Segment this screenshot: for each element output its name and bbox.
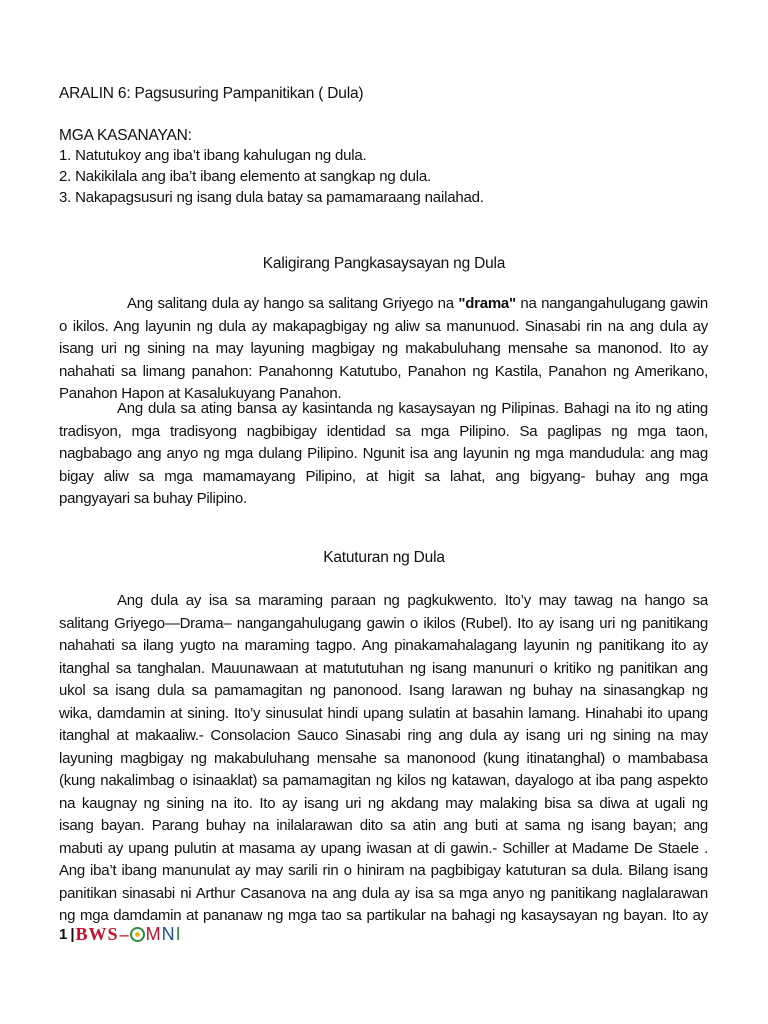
brand-dash: –	[119, 923, 129, 944]
lesson-title: ARALIN 6: Pagsusuring Pampanitikan ( Dula)	[59, 85, 364, 102]
skill-item-3: 3. Nakapagsusuri ng isang dula batay sa pamamaraang nailahad.	[59, 189, 484, 206]
paragraph-line: itanghal at makaaliw.- Consolacion Sauco Sinasabi ring ang dula ay isang uri ng sining na may	[59, 727, 708, 744]
paragraph-line: (kung nakalimbag o isinaaklat) sa pamamagitan ng kilos ng katawan, dayalogo at iba pang aspekto	[59, 772, 708, 789]
text-span: Ang salitang dula ay hango sa salitang Griyego na	[127, 295, 459, 312]
paragraph-line: isang bayan. Parang buhay na inilalarawan dito sa atin ang buti at sama ng isang bayan; ang	[59, 817, 708, 834]
skill-item-1: 1. Natutukoy ang iba’t ibang kahulugan ng dula.	[59, 147, 367, 164]
paragraph-line: na kaugnay ng sining na ito. Ito ay isang uri ng akdang may malaking bisa sa diwa at ugali ng	[59, 794, 708, 812]
paragraph-line: ukol sa isang dula sa pamamagitan ng panonood. Isang larawan ng buhay na sinasangkap ng	[59, 682, 708, 699]
paragraph-line: Ang dula ay isa sa maraming paraan ng pagkukwento. Ito’y may tawag na hango sa	[117, 592, 708, 609]
paragraph-line: mabuti ay upang pulutin at masama ay upang iwasan at di gawin.- Schiller at Madame De Staele .	[59, 839, 708, 857]
brand-letter-m: M	[145, 923, 162, 944]
page-number: 1	[59, 925, 68, 943]
bold-term-drama: "drama"	[458, 295, 516, 312]
paragraph-line: nagbabago ang anyo ng mga dulang Pilipino. Ngunit isa ang layunin ng mga mandudula: ang mag	[59, 445, 708, 462]
brand-logo	[76, 924, 182, 945]
page-footer	[59, 922, 182, 946]
section-title-katuturan: Katuturan ng Dula	[323, 549, 445, 566]
paragraph-line: salitang Griyego—Drama– nangangahulugang gawin o ikilos (Rubel). Ito ay isang uri ng panitikang	[59, 614, 708, 632]
paragraph-line: tradisyon, mga tradisyong nagbibigay identidad sa mga Pilipino. Sa paglipas ng mga taon,	[59, 422, 708, 440]
paragraph-line: isang uri ng sining na may layuning magbigay ng makabuluhang mensahe sa manonod. Ito ay	[59, 340, 708, 357]
paragraph-line: o ikilos. Ang layunin ng dula ay makapagbigay ng aliw sa manunuod. Sinasabi rin na ang dula ay	[59, 317, 708, 335]
skill-item-2: 2. Nakikilala ang iba’t ibang elemento at sangkap ng dula.	[59, 168, 431, 185]
paragraph-line: pangyayari sa buhay Pilipino.	[59, 490, 247, 507]
paragraph-line: Panahon Hapon at Kasalukuyang Panahon.	[59, 385, 342, 402]
paragraph-katuturan	[59, 590, 708, 928]
paragraph-line: nahahati sa limang panahon: Panahonng Katutubo, Panahon ng Kastila, Panahon ng Amerikano,	[59, 362, 708, 380]
paragraph-line: itanghal sa tanghalan. Mauunawaan at matututuhan ng isang manunuri o kritiko ng panitikan ang	[59, 659, 708, 677]
paragraph-line: layuning magbigay ng makabuluhang mensahe sa manonood (kung itinatanghal) o mambabasa	[59, 749, 708, 767]
paragraph-line: nahahati sa ilang yugto na maraming tagpo. Ang pinakamahalagang layunin ng panitikang ito ay	[59, 637, 708, 654]
paragraph-line: Ang dula sa ating bansa ay kasintanda ng kasaysayan ng Pilipinas. Bahagi na ito ng ating	[117, 400, 708, 417]
skills-heading: MGA KASANAYAN:	[59, 127, 192, 144]
paragraph-line	[59, 293, 708, 316]
paragraph-kaligiran-1	[59, 293, 708, 406]
paragraph-line: panitikan sinasabi ni Arthur Casanova na ang dula ay isa sa mga anyo ng panitikang naglalarawan	[59, 884, 708, 902]
paragraph-line: wika, damdamin at sining. Ito’y sinusulat hindi upang sulatin at basahin lamang. Hinahabi ito upang	[59, 704, 708, 722]
paragraph-line: ng mga damdamin at pananaw ng mga tao sa partikular na bahagi ng kasaysayan ng bayan. Ito ay	[59, 907, 708, 924]
paragraph-kaligiran-2	[59, 398, 708, 511]
paragraph-line: Ang iba’t ibang manunulat ay may sarili rin o hiniram na pagbibigay katuturan sa dula. Bilang isang	[59, 862, 708, 879]
text-span: na nangangahulugang gawin	[515, 295, 708, 312]
paragraph-line: bigay aliw sa mga mamamayang Pilipino, at higit sa lahat, ang bigyang- buhay ang mga	[59, 467, 708, 485]
brand-bws-text: BWS	[75, 923, 119, 944]
footer-separator: |	[70, 925, 75, 943]
brand-letter-i: I	[175, 923, 182, 944]
seal-icon	[130, 927, 145, 942]
section-title-kaligiran: Kaligirang Pangkasaysayan ng Dula	[262, 255, 506, 272]
brand-letter-n: N	[161, 923, 176, 944]
